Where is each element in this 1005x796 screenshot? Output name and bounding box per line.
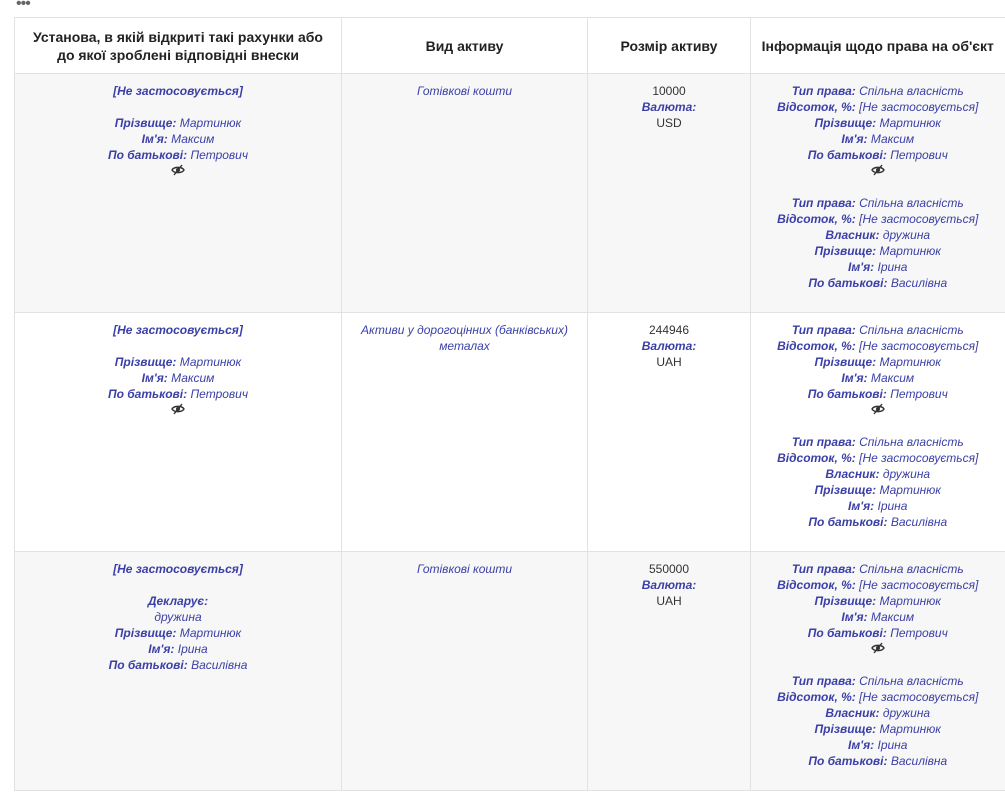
name-value: Максим xyxy=(870,371,915,385)
percent-label: Відсоток, %: xyxy=(777,339,856,353)
patronymic-value: Петрович xyxy=(190,148,249,162)
surname-label: Прізвище: xyxy=(114,116,177,130)
asset-type-value: Активи у дорогоцінних (банківських) металах xyxy=(361,323,568,353)
percent-label: Відсоток, %: xyxy=(777,451,856,465)
eye-slash-icon[interactable] xyxy=(871,641,885,655)
owner-value: дружина xyxy=(882,467,931,481)
patronymic-label: По батькові: xyxy=(807,387,887,401)
name-value: Максим xyxy=(870,132,915,146)
surname-label: Прізвище: xyxy=(114,355,177,369)
right-type-label: Тип права: xyxy=(791,562,856,576)
percent-value: [Не застосовується] xyxy=(859,100,979,114)
percent-value: [Не застосовується] xyxy=(859,212,979,226)
patronymic-label: По батькові: xyxy=(808,754,888,768)
surname-label: Прізвище: xyxy=(814,722,877,736)
owner-value: дружина xyxy=(882,228,931,242)
surname-value: Мартинюк xyxy=(179,355,242,369)
currency-label: Валюта: xyxy=(641,339,697,353)
surname-value: Мартинюк xyxy=(179,116,242,130)
patronymic-value: Василівна xyxy=(890,515,948,529)
eye-slash-icon[interactable] xyxy=(871,163,885,177)
name-label: Ім'я: xyxy=(148,642,175,656)
declares-label: Декларує: xyxy=(147,594,209,608)
asset-type-value: Готівкові кошти xyxy=(416,84,513,98)
asset-type-value: Готівкові кошти xyxy=(416,562,513,576)
patronymic-value: Петрович xyxy=(890,148,948,162)
asset-type-cell xyxy=(342,313,588,552)
ownership-cell xyxy=(751,313,1005,552)
institution-cell xyxy=(15,313,342,552)
surname-value: Мартинюк xyxy=(879,722,941,736)
patronymic-value: Петрович xyxy=(890,387,948,401)
currency-value: UAH xyxy=(656,355,682,369)
table-row xyxy=(15,74,1005,313)
institution-cell xyxy=(15,552,342,791)
name-label: Ім'я: xyxy=(841,371,868,385)
surname-value: Мартинюк xyxy=(879,116,941,130)
asset-size-cell xyxy=(588,313,751,552)
right-type-value: Спільна власність xyxy=(859,435,964,449)
right-type-value: Спільна власність xyxy=(859,562,964,576)
name-value: Ірина xyxy=(177,642,208,656)
surname-value: Мартинюк xyxy=(879,594,941,608)
patronymic-label: По батькові: xyxy=(107,148,188,162)
surname-label: Прізвище: xyxy=(114,626,177,640)
patronymic-value: Василівна xyxy=(191,658,248,672)
table-row xyxy=(15,313,1005,552)
more-dots-icon[interactable]: ••• xyxy=(16,0,30,12)
asset-type-cell xyxy=(342,74,588,313)
patronymic-label: По батькові: xyxy=(107,387,188,401)
percent-label: Відсоток, %: xyxy=(777,100,856,114)
patronymic-label: По батькові: xyxy=(808,515,888,529)
name-label: Ім'я: xyxy=(848,738,875,752)
owner-value: дружина xyxy=(882,706,931,720)
name-label: Ім'я: xyxy=(848,260,875,274)
ownership-cell xyxy=(751,552,1005,791)
percent-value: [Не застосовується] xyxy=(859,339,979,353)
right-type-label: Тип права: xyxy=(791,84,856,98)
right-type-value: Спільна власність xyxy=(859,323,964,337)
name-label: Ім'я: xyxy=(141,132,168,146)
surname-label: Прізвище: xyxy=(814,483,877,497)
declares-value: дружина xyxy=(154,610,202,624)
eye-slash-icon[interactable] xyxy=(171,163,185,177)
currency-value: UAH xyxy=(656,594,682,608)
name-label: Ім'я: xyxy=(841,132,868,146)
patronymic-label: По батькові: xyxy=(807,626,887,640)
column-header-asset-type: Вид активу xyxy=(342,18,588,74)
table-bottom-divider xyxy=(14,790,994,791)
percent-label: Відсоток, %: xyxy=(777,578,856,592)
right-type-label: Тип права: xyxy=(791,196,856,210)
owner-label: Власник: xyxy=(825,467,880,481)
name-value: Ірина xyxy=(877,499,908,513)
not-applicable-text: [Не застосовується] xyxy=(113,562,243,576)
right-type-value: Спільна власність xyxy=(859,674,964,688)
name-label: Ім'я: xyxy=(848,499,875,513)
amount-value: 244946 xyxy=(648,323,690,337)
right-type-value: Спільна власність xyxy=(859,84,964,98)
amount-value: 550000 xyxy=(648,562,690,576)
eye-slash-icon[interactable] xyxy=(871,402,885,416)
patronymic-label: По батькові: xyxy=(807,148,887,162)
name-value: Ірина xyxy=(877,738,908,752)
right-type-label: Тип права: xyxy=(791,674,856,688)
patronymic-label: По батькові: xyxy=(808,276,888,290)
percent-label: Відсоток, %: xyxy=(777,212,856,226)
percent-value: [Не застосовується] xyxy=(859,578,979,592)
owner-label: Власник: xyxy=(825,706,880,720)
column-header-institution: Установа, в якій відкриті такі рахунки або до якої зроблені відповідні внески xyxy=(15,18,342,74)
percent-value: [Не застосовується] xyxy=(859,451,979,465)
ownership-cell xyxy=(751,74,1005,313)
name-value: Ірина xyxy=(877,260,908,274)
column-header-ownership-info: Інформація щодо права на об'єкт xyxy=(751,18,1005,74)
asset-size-cell xyxy=(588,74,751,313)
currency-value: USD xyxy=(656,116,682,130)
name-value: Максим xyxy=(171,132,215,146)
assets-table xyxy=(14,17,1005,791)
percent-label: Відсоток, %: xyxy=(777,690,856,704)
patronymic-value: Василівна xyxy=(890,276,948,290)
right-type-value: Спільна власність xyxy=(859,196,964,210)
currency-label: Валюта: xyxy=(641,578,697,592)
surname-label: Прізвище: xyxy=(814,116,877,130)
table-row xyxy=(15,552,1005,791)
name-value: Максим xyxy=(870,610,915,624)
name-label: Ім'я: xyxy=(141,371,168,385)
right-type-label: Тип права: xyxy=(791,435,856,449)
owner-label: Власник: xyxy=(825,228,880,242)
patronymic-label: По батькові: xyxy=(108,658,188,672)
surname-label: Прізвище: xyxy=(814,594,877,608)
patronymic-value: Петрович xyxy=(890,626,948,640)
column-header-asset-size: Розмір активу xyxy=(588,18,751,74)
asset-size-cell xyxy=(588,552,751,791)
currency-label: Валюта: xyxy=(641,100,697,114)
surname-value: Мартинюк xyxy=(879,355,941,369)
name-value: Максим xyxy=(171,371,215,385)
patronymic-value: Петрович xyxy=(190,387,249,401)
eye-slash-icon[interactable] xyxy=(171,402,185,416)
institution-cell xyxy=(15,74,342,313)
surname-label: Прізвище: xyxy=(814,244,877,258)
amount-value: 10000 xyxy=(652,84,686,98)
name-label: Ім'я: xyxy=(841,610,868,624)
surname-value: Мартинюк xyxy=(879,244,941,258)
not-applicable-text: [Не застосовується] xyxy=(113,323,243,337)
asset-type-cell xyxy=(342,552,588,791)
table-header-row xyxy=(15,18,1005,74)
patronymic-value: Василівна xyxy=(890,754,948,768)
not-applicable-text: [Не застосовується] xyxy=(113,84,243,98)
surname-value: Мартинюк xyxy=(179,626,242,640)
surname-label: Прізвище: xyxy=(814,355,877,369)
right-type-label: Тип права: xyxy=(791,323,856,337)
surname-value: Мартинюк xyxy=(879,483,941,497)
percent-value: [Не застосовується] xyxy=(859,690,979,704)
